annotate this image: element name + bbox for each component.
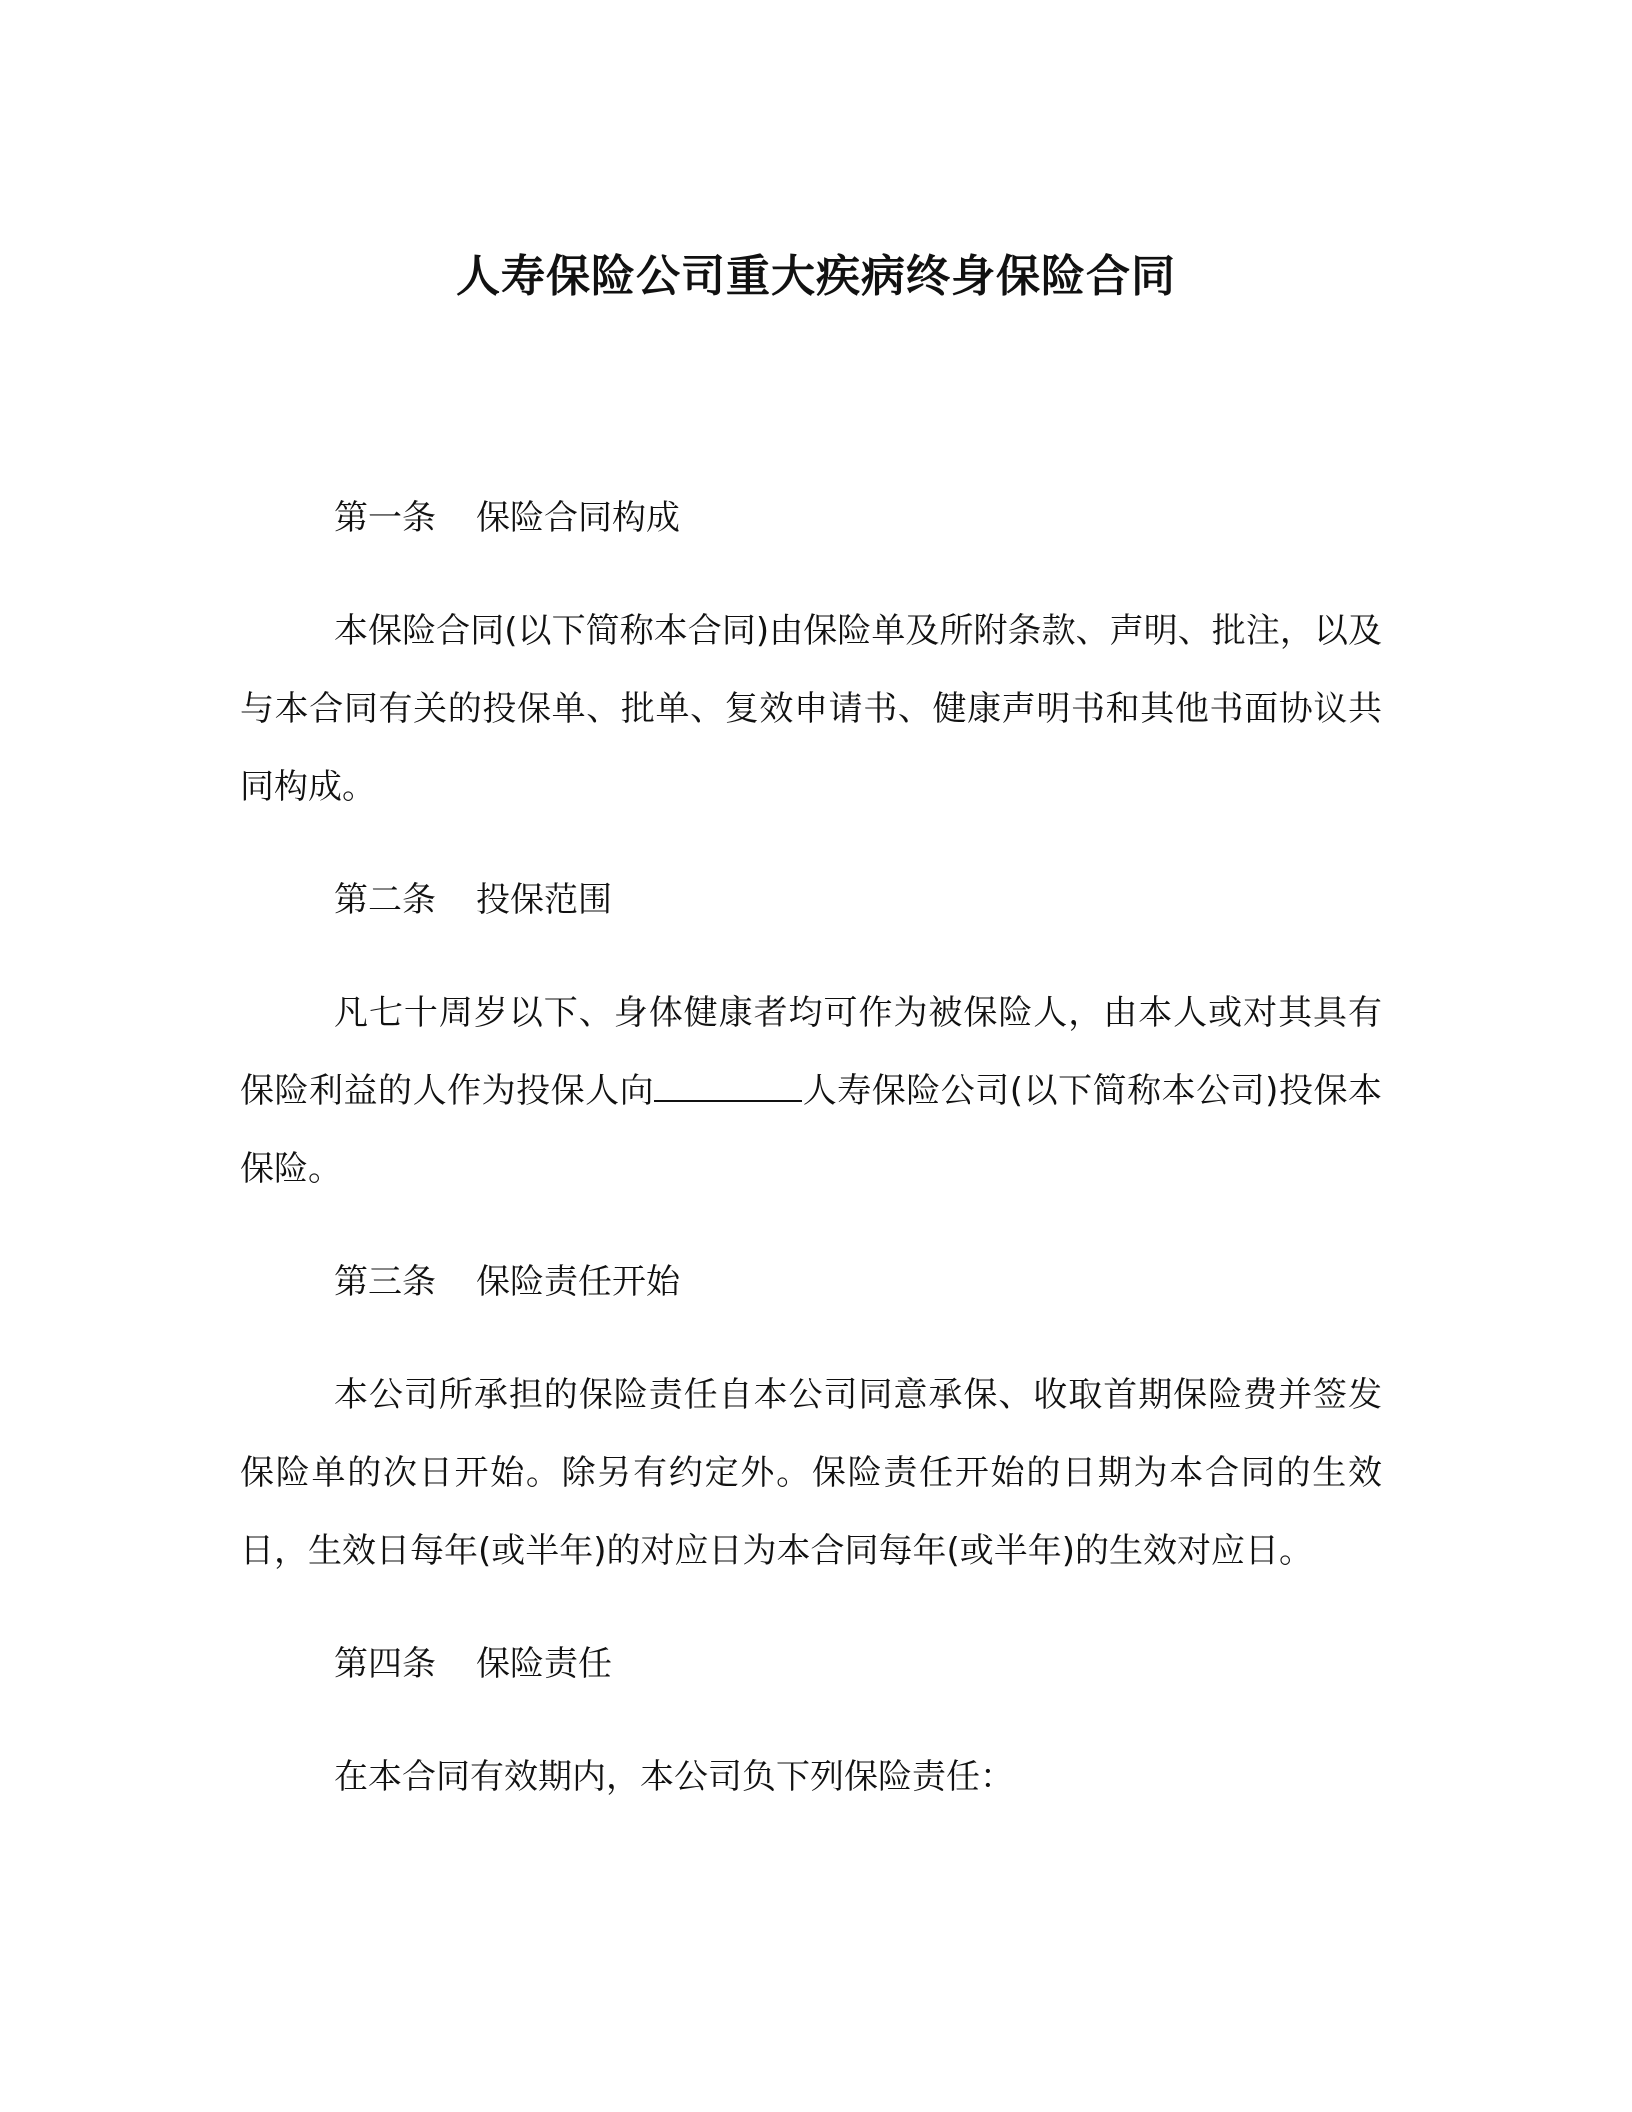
section-number: 第一条 — [334, 498, 436, 538]
section-paragraph: 本保险合同(以下简称本合同)由保险单及所附条款、声明、批注，以及与本合同有关的投保单、批单、复效申请书、健康声明书和其他书面协议共同构成。 — [240, 611, 1382, 807]
section-4 — [240, 1638, 1382, 1816]
section-heading — [240, 874, 1382, 926]
section-paragraph: 本公司所承担的保险责任自本公司同意承保、收取首期保险费并签发保险单的次日开始。除另有约定外。保险责任开始的日期为本合同的生效日，生效日每年(或半年)的对应日为本合同每年(或半年)的生效对应日。 — [240, 1375, 1382, 1571]
section-heading-text: 保险责任开始 — [476, 1262, 680, 1302]
section-number: 第四条 — [334, 1644, 436, 1684]
section-heading — [240, 1638, 1382, 1690]
section-2 — [240, 874, 1382, 1208]
section-1 — [240, 492, 1382, 826]
paragraph-text-before-blank: 凡七十周岁以下、身体健康者均可作为被保险人，由本人或对其具有保险利益的人作为投保人向 — [240, 993, 1382, 1111]
section-number: 第二条 — [334, 880, 436, 920]
document-body — [240, 492, 1382, 1816]
section-3 — [240, 1256, 1382, 1590]
fill-in-blank — [654, 1070, 802, 1102]
paragraph-text-after-blank: 人寿保险公司(以下简称本公司)投保本保险。 — [240, 1071, 1382, 1189]
section-heading — [240, 492, 1382, 544]
section-heading-text: 投保范围 — [476, 880, 612, 920]
section-heading — [240, 1256, 1382, 1308]
section-paragraph — [240, 974, 1382, 1208]
document-title: 人寿保险公司重大疾病终身保险合同 — [456, 251, 1176, 303]
section-paragraph: 在本合同有效期内，本公司负下列保险责任： — [334, 1757, 1014, 1797]
section-number: 第三条 — [334, 1262, 436, 1302]
section-heading-text: 保险合同构成 — [476, 498, 680, 538]
section-heading-text: 保险责任 — [476, 1644, 612, 1684]
